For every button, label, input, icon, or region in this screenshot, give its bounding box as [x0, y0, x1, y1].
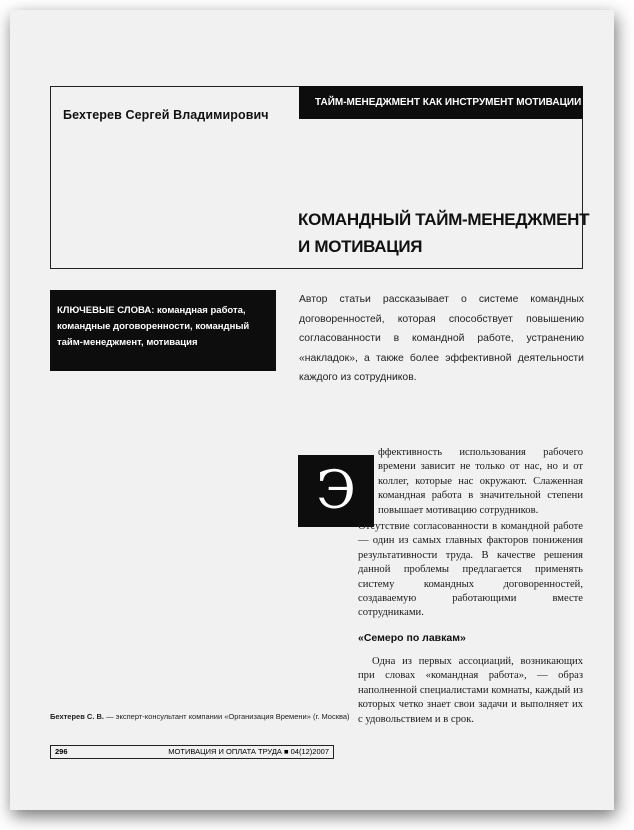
rubric-banner: ТАЙМ-МЕНЕДЖМЕНТ КАК ИНСТРУМЕНТ МОТИВАЦИИ — [299, 86, 583, 119]
document-page — [10, 10, 614, 810]
article-title — [298, 206, 589, 260]
title-line-2: И МОТИВАЦИЯ — [298, 237, 423, 256]
body-paragraph-2: Отсутствие согласованности в командной работе — один из самых главных факторов понижения результативности труда. В качестве решения данной проблемы предлагается применять систему командных договоренностей, создаваемую работающими вместе сотрудниками. — [358, 521, 583, 619]
author-footnote — [50, 712, 350, 721]
article-abstract: Автор статьи рассказывает о системе командных договоренностей, которая способствует повышению согласованности в командной работе, устранению «накладок», а также более эффективной деятельности каждого из сотрудников. — [299, 294, 584, 383]
keywords-box — [50, 290, 276, 371]
footnote-name: Бехтерев С. В. — [50, 712, 105, 721]
body-paragraph-3: Одна из первых ассоциаций, возникающих при словах «командная работа», — образ наполненной специалистами комнаты, каждый из которых четко знает свои задачи и выполняет их с удовольствием и в срок. — [358, 656, 583, 725]
author-name: Бехтерев Сергей Владимирович — [63, 108, 269, 122]
page-number: 296 — [55, 747, 68, 756]
footnote-text: — эксперт-консультант компании «Организация Времени» (г. Москва) — [104, 712, 350, 721]
keywords-text: командная работа, командные договоренности, командный тайм-менеджмент, мотивация — [57, 305, 250, 348]
drop-cap: Э — [298, 455, 374, 527]
body-paragraph-1: ффективность использования рабочего времени зависит не только от нас, но и от коллег, которые нас окружают. Слаженная командная работа в значительной степени повышает мотивацию сотрудников. — [378, 447, 583, 516]
keywords-label: КЛЮЧЕВЫЕ СЛОВА: — [57, 305, 155, 316]
title-line-1: КОМАНДНЫЙ ТАЙМ-МЕНЕДЖМЕНТ — [298, 210, 590, 229]
journal-issue: МОТИВАЦИЯ И ОПЛАТА ТРУДА ■ 04(12)2007 — [168, 747, 329, 756]
section-heading: «Семеро по лавкам» — [358, 632, 466, 644]
page-footer — [50, 745, 334, 759]
